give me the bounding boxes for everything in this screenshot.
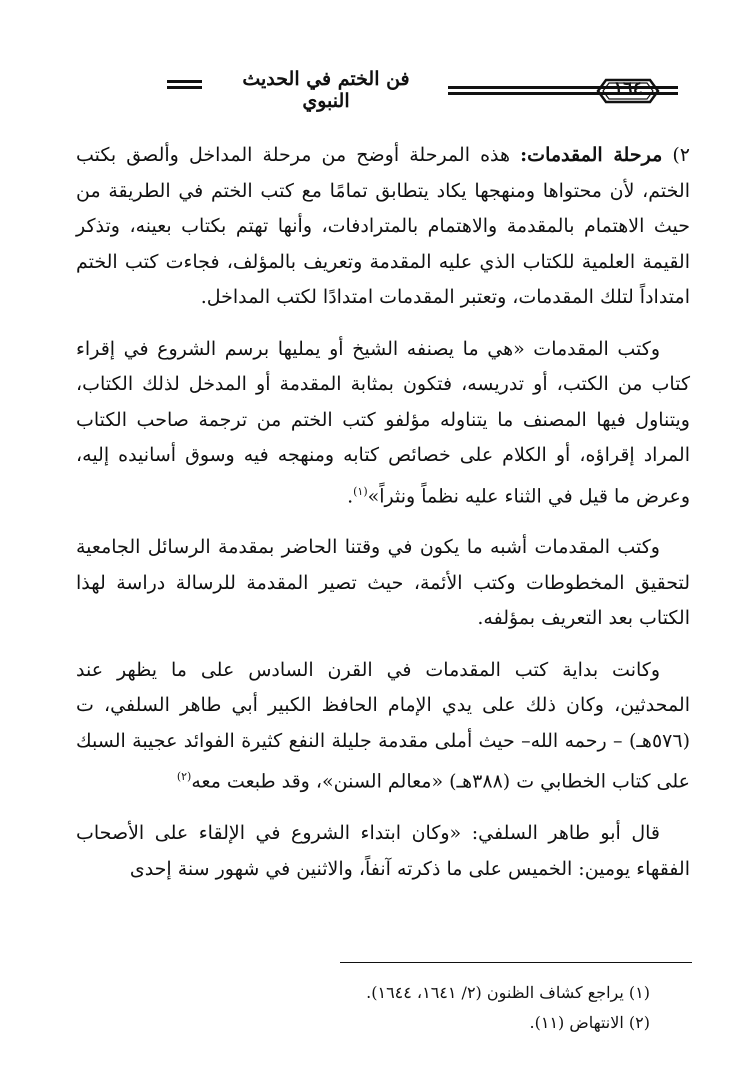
- page-number: ١٦٤: [613, 78, 643, 99]
- paragraph-text: وكانت بداية كتب المقدمات في القرن السادس على ما يظهر عند المحدثين، وكان ذلك على يدي الإمام الحافظ الكبير أبي طاهر السلفي، ت (٥٧٦هـ) – رحمه الله– حيث أملى مقدمة جليلة النفع كثيرة الفوائد عجيبة السبك على كتاب الخطابي ت (٣٨٨هـ) «معالم السنن»، وقد طبعت معه: [76, 658, 690, 793]
- page-number-badge: [596, 76, 660, 106]
- paragraph-2: [76, 332, 690, 515]
- book-title: فن الختم في الحديث النبوي: [242, 68, 410, 112]
- footnote-ref: (١): [353, 484, 368, 498]
- footnote-ref: (٢): [176, 770, 192, 784]
- paragraph-text: وكتب المقدمات أشبه ما يكون في وقتنا الحاضر بمقدمة الرسائل الجامعية لتحقيق المخطوطات وكتب الأئمة، حيث تصير المقدمة للرسالة دراسة لهذا الكتاب بعد التعريف بمؤلفه.: [76, 536, 690, 630]
- paragraph-text: قال أبو طاهر السلفي: «وكان ابتداء الشروع في الإلقاء على الأصحاب الفقهاء يومين: الخميس على ما ذكرته آنفاً، والاثنين في شهور سنة إحدى: [76, 822, 690, 880]
- footnote-separator: [340, 962, 692, 963]
- body-text: [76, 138, 690, 903]
- paragraph-1: [76, 138, 690, 316]
- footnotes: [76, 978, 690, 1038]
- paragraph-text: وكتب المقدمات «هي ما يصنفه الشيخ أو يمليها برسم الشروع في إقراء كتاب من الكتب، أو تدريسه، فتكون بمثابة المقدمة أو المدخل لذلك الكتاب، ويتناول فيها المصنف ما يتناوله مؤلفو كتب الختم من ترجمة صاحب الكتاب المراد إقراؤه، أو الكلام على خصائص كتابه ومنهجه فيه وسوق أسانيده إليه، وعرض ما قيل في الثناء عليه نظماً ونثراً»: [76, 337, 690, 507]
- paragraph-tail: .: [347, 484, 354, 507]
- paragraph-3: [76, 530, 690, 637]
- footnote-1: (١) يراجع كشاف الظنون (٢/ ١٦٤١، ١٦٤٤).: [366, 983, 650, 1002]
- header-ornament-lines: [167, 80, 202, 92]
- footnote-2: (٢) الانتهاض (١١).: [529, 1013, 650, 1032]
- paragraph-text: هذه المرحلة أوضح من مرحلة المداخل وألصق بكتب الختم، لأن محتواها ومنهجها يكاد يتطابق تمامًا مع كتب الختم في الطريقة من حيث الاهتمام بالمقدمة والاهتمام بالمترادفات، وأنها تهتم بكتاب بعينه، وتذكر القيمة العلمية للكتاب الذي عليه المقدمة وتعريف بالمؤلف، فجاءت كتب الختم امتداداً لتلك المقدمات، وتعتبر المقدمات امتدادًا لكتب المداخل.: [76, 144, 690, 308]
- page-header: [84, 62, 664, 118]
- section-term: مرحلة المقدمات:: [520, 144, 663, 166]
- paragraph-5: [76, 816, 690, 887]
- item-number: ٢): [662, 144, 690, 166]
- paragraph-4: [76, 653, 690, 800]
